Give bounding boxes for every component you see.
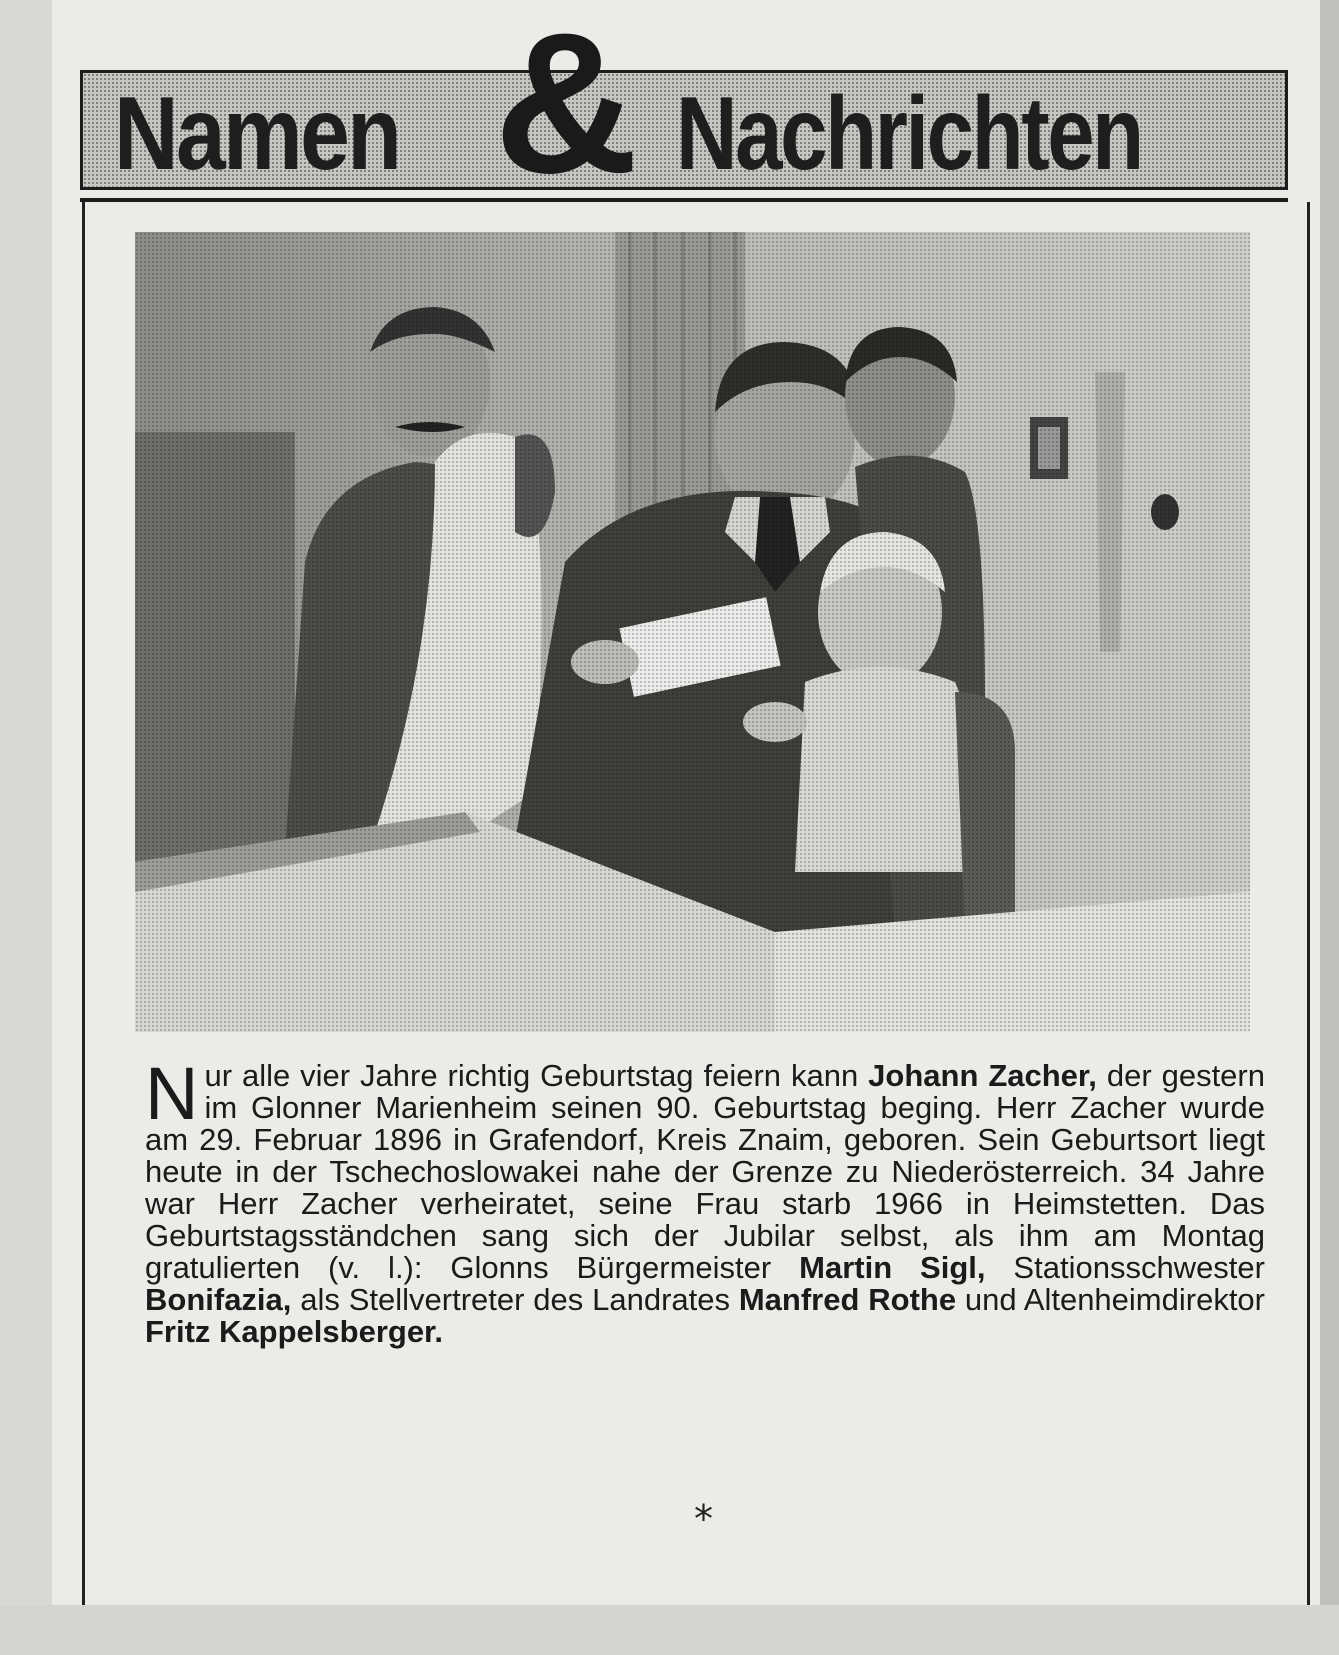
header-title-namen: Namen — [114, 76, 400, 192]
frame-left-rule — [82, 202, 85, 1605]
name-fritz-kappelsberger: Fritz Kappelsberger. — [145, 1314, 444, 1349]
birthday-photo — [135, 232, 1250, 1032]
separator-asterisk: * — [694, 1497, 713, 1541]
name-martin-sigl: Martin Sigl, — [799, 1250, 986, 1285]
page-bottom-margin — [0, 1605, 1339, 1655]
article-text-2: der gestern im Glonner Marienheim seinen 90. Geburtstag beging. Herr Zacher wurde am 29. Februar 1896 in Grafendorf, Kreis Znaim, geboren. Sein Geburtsort liegt heute in der Tschechoslowakei nahe der Grenze zu Niederösterreich. 34 Jahre war Herr Zacher verheiratet, seine Frau starb 1966 in Heimstetten. Das Geburtstagsständchen sang sich der Jubilar selbst, als ihm am Montag gratulierten (v. l.): Glonns Bürgermeister — [145, 1058, 1265, 1285]
page-edge — [1320, 0, 1339, 1655]
article-text-5: und Altenheimdirektor — [956, 1282, 1265, 1317]
article-text-1: ur alle vier Jahre richtig Geburtstag feiern kann — [204, 1058, 869, 1093]
header-ampersand: & — [494, 0, 639, 215]
name-manfred-rothe: Manfred Rothe — [738, 1282, 957, 1317]
header-title-nachrichten: Nachrichten — [676, 76, 1142, 192]
article-dropcap: N — [145, 1052, 199, 1135]
article-body — [145, 1052, 1265, 1349]
header-rule — [80, 198, 1288, 202]
photo-illustration — [135, 232, 1250, 1032]
name-johann-zacher: Johann Zacher, — [868, 1058, 1097, 1093]
name-bonifazia: Bonifazia, — [145, 1282, 292, 1317]
frame-right-rule — [1307, 202, 1310, 1605]
article-text-3: Stationsschwester — [985, 1250, 1265, 1285]
article-text-4: als Stellvertreter des Landrates — [291, 1282, 739, 1317]
